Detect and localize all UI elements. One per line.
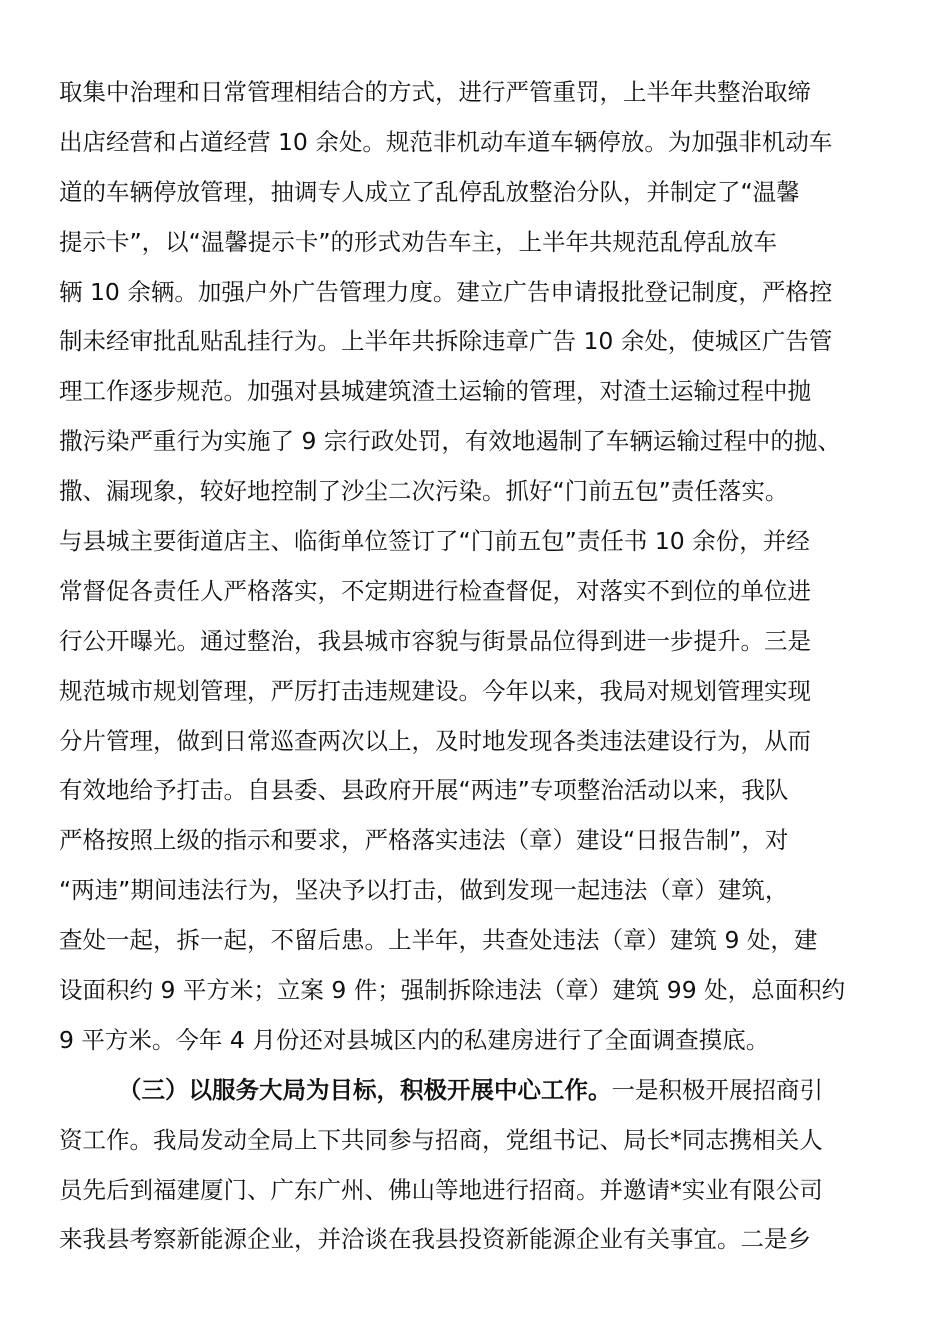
body-line: 9 平方米。今年 4 月份还对县城区内的私建房进行了全面调查摸底。	[59, 1025, 770, 1054]
body-line: 来我县考察新能源企业，并洽谈在我县投资新能源企业有关事宜。二是乡	[59, 1225, 811, 1254]
body-line: 理工作逐步规范。加强对县城建筑渣土运输的管理，对渣土运输过程中抛	[59, 377, 811, 406]
body-line: 规范城市规划管理，严厉打击违规建设。今年以来，我局对规划管理实现	[59, 676, 811, 705]
body-line: 常督促各责任人严格落实，不定期进行检查督促，对落实不到位的单位进	[59, 576, 811, 605]
body-line: 提示卡”，以“温馨提示卡”的形式劝告车主，上半年共规范乱停乱放车	[59, 227, 778, 256]
body-line: 资工作。我局发动全局上下共同参与招商，党组书记、局长*同志携相关人	[59, 1125, 823, 1154]
body-line: 辆 10 余辆。加强户外广告管理力度。建立广告申请报批登记制度，严格控	[59, 277, 833, 306]
body-line: 员先后到福建厦门、广东广州、佛山等地进行招商。并邀请*实业有限公司	[59, 1175, 823, 1204]
body-line: “两违”期间违法行为，坚决予以打击，做到发现一起违法（章）建筑，	[59, 876, 789, 905]
body-line: 与县城主要街道店主、临街单位签订了“门前五包”责任书 10 余份，并经	[59, 527, 810, 556]
body-line: 行公开曝光。通过整治，我县城市容貌与街景品位得到进一步提升。三是	[59, 626, 811, 655]
section-heading-rest: 一是积极开展招商引	[611, 1075, 823, 1104]
body-line: 取集中治理和日常管理相结合的方式，进行严管重罚，上半年共整治取缔	[59, 78, 811, 106]
body-line: 严格按照上级的指示和要求，严格落实违法（章）建设“日报告制”，对	[59, 826, 789, 855]
document-body	[59, 68, 899, 1265]
body-line: 撒污染严重行为实施了 9 宗行政处罚，有效地遏制了车辆运输过程中的抛、	[59, 427, 841, 456]
body-line: 设面积约 9 平方米；立案 9 件；强制拆除违法（章）建筑 99 处，总面积约	[59, 976, 846, 1005]
body-line: 查处一起，拆一起，不留后患。上半年，共查处违法（章）建筑 9 处，建	[59, 926, 818, 955]
body-line: 分片管理，做到日常巡查两次以上，及时地发现各类违法建设行为，从而	[59, 726, 811, 755]
body-line: 有效地给予打击。自县委、县政府开展“两违”专项整治活动以来，我队	[59, 776, 789, 805]
body-line: 制未经审批乱贴乱挂行为。上半年共拆除违章广告 10 余处，使城区广告管	[59, 327, 833, 356]
section-heading: （三）以服务大局为目标，积极开展中心工作。	[118, 1075, 612, 1104]
section-heading-line	[59, 1066, 899, 1116]
body-line: 出店经营和占道经营 10 余处。规范非机动车道车辆停放。为加强非机动车	[59, 127, 833, 156]
body-line: 撒、漏现象，较好地控制了沙尘二次污染。抓好“门前五包”责任落实。	[59, 477, 789, 506]
body-line: 道的车辆停放管理，抽调专人成立了乱停乱放整治分队，并制定了“温馨	[59, 177, 800, 206]
